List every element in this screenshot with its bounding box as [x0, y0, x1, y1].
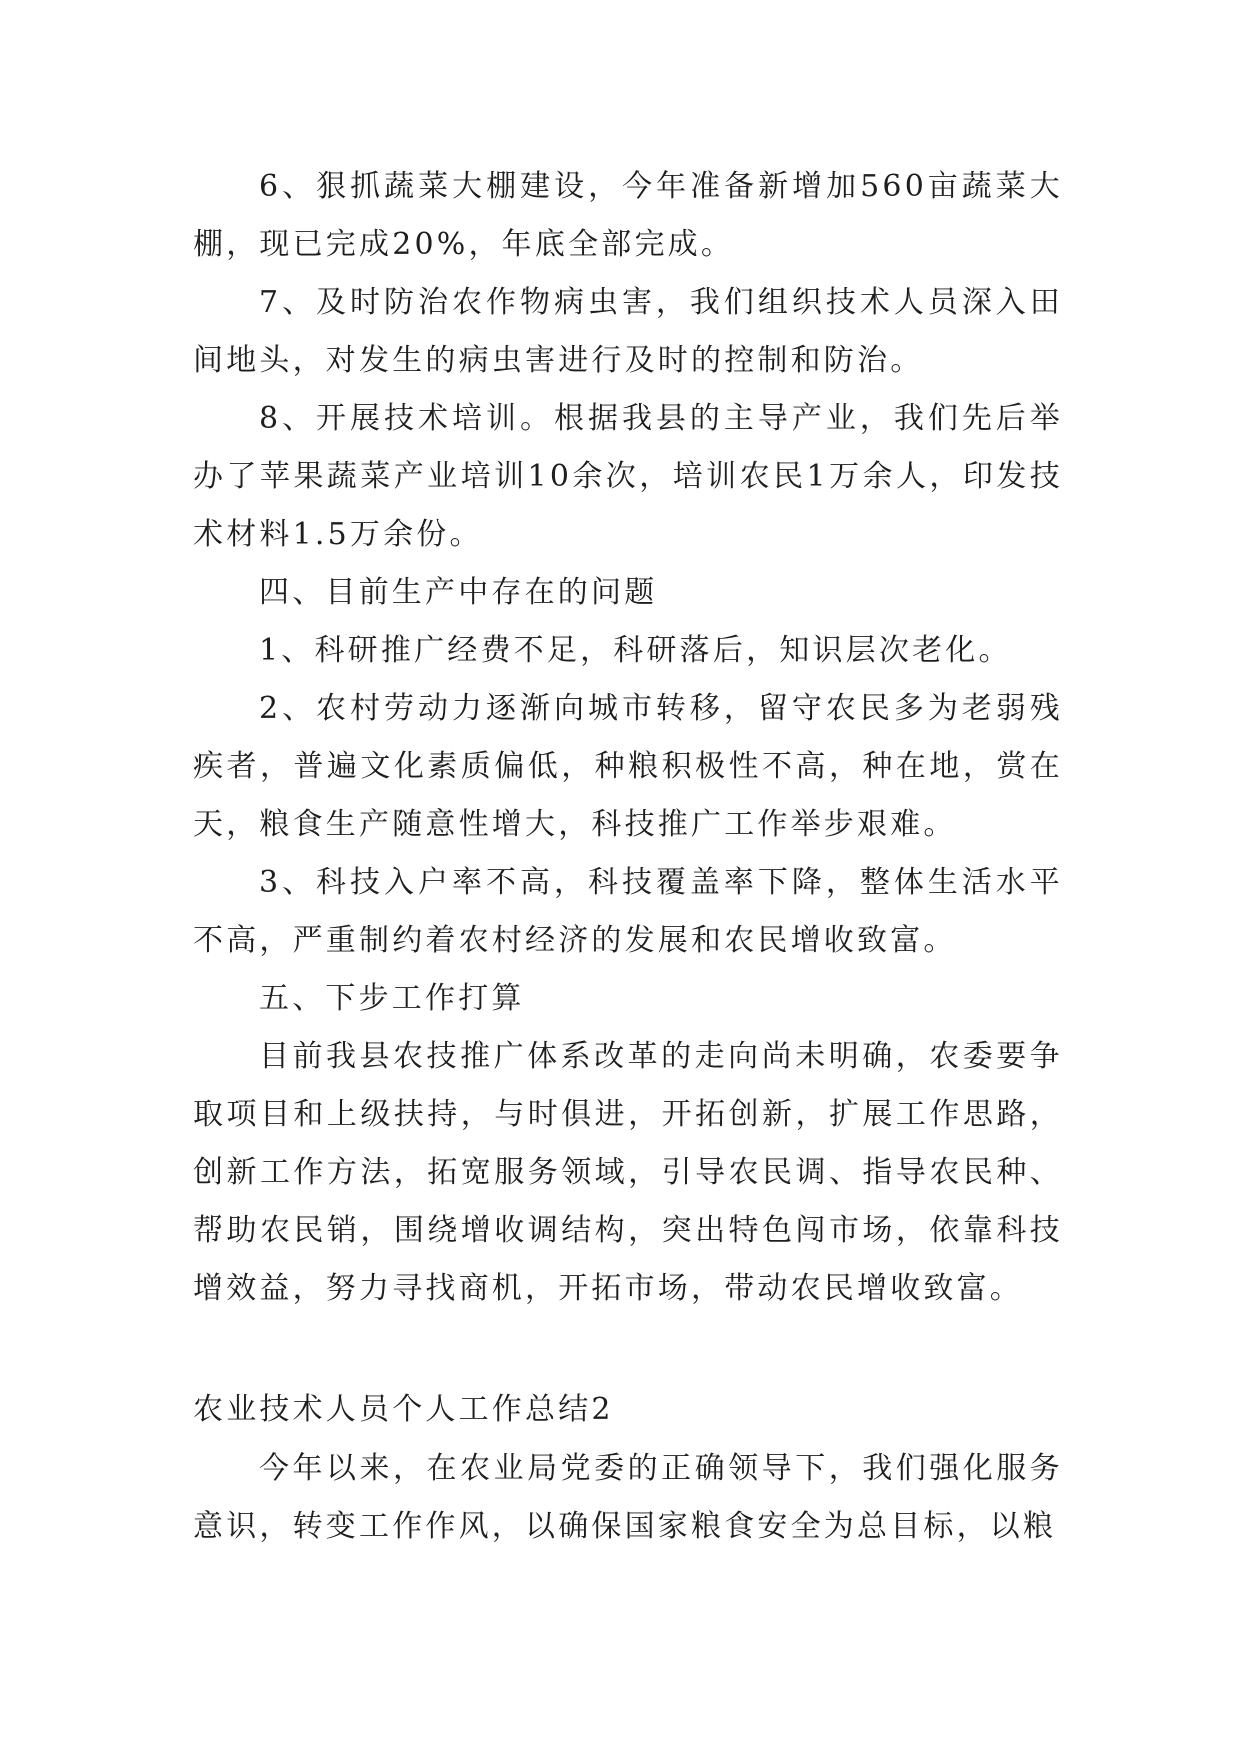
document-body — [193, 158, 1063, 1318]
paragraph-intro: 今年以来，在农业局党委的正确领导下，我们强化服务意识，转变工作作风，以确保国家粮食安全为总目标，以粮 — [193, 1451, 1063, 1544]
paragraph-item-7: 7、及时防治农作物病虫害，我们组织技术人员深入田间地头，对发生的病虫害进行及时的控制和防治。 — [193, 285, 1063, 378]
section-heading-next-steps: 五、下步工作打算 — [259, 981, 525, 1016]
document-body-continued — [193, 1440, 1063, 1556]
document-section-title: 农业技术人员个人工作总结2 — [193, 1392, 614, 1427]
paragraph-next-steps: 目前我县农技推广体系改革的走向尚未明确，农委要争取项目和上级扶持，与时俱进，开拓创新，扩展工作思路，创新工作方法，拓宽服务领域，引导农民调、指导农民种、帮助农民销，围绕增收调结构，突出特色闯市场，依靠科技增效益，努力寻找商机，开拓市场，带动农民增收致富。 — [193, 1039, 1063, 1306]
paragraph-problem-1: 1、科研推广经费不足，科研落后，知识层次老化。 — [259, 633, 1012, 668]
paragraph-item-6: 6、狠抓蔬菜大棚建设，今年准备新增加560亩蔬菜大棚，现已完成20%，年底全部完成。 — [193, 169, 1063, 262]
section-heading-problems: 四、目前生产中存在的问题 — [259, 575, 658, 610]
paragraph-problem-3: 3、科技入户率不高，科技覆盖率下降，整体生活水平不高，严重制约着农村经济的发展和农民增收致富。 — [193, 865, 1063, 958]
paragraph-problem-2: 2、农村劳动力逐渐向城市转移，留守农民多为老弱残疾者，普遍文化素质偏低，种粮积极性不高，种在地，赏在天，粮食生产随意性增大，科技推广工作举步艰难。 — [193, 691, 1063, 842]
paragraph-item-8: 8、开展技术培训。根据我县的主导产业，我们先后举办了苹果蔬菜产业培训10余次，培训农民1万余人，印发技术材料1.5万余份。 — [193, 401, 1063, 552]
